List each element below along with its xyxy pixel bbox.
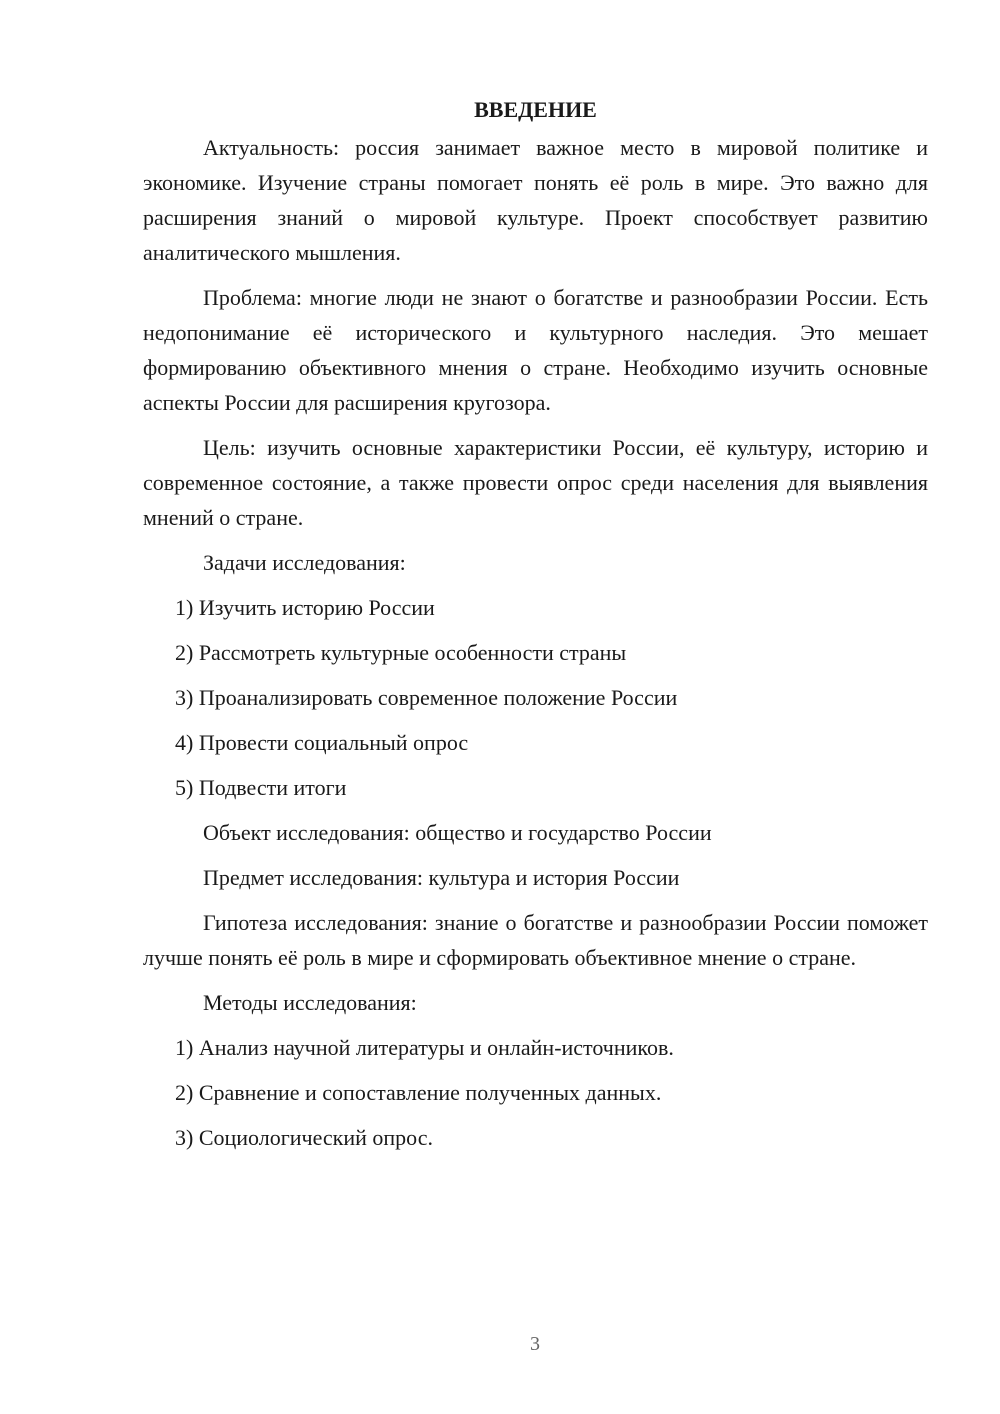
tasks-list <box>143 590 928 805</box>
methods-list <box>143 1030 928 1155</box>
research-subject: Предмет исследования: культура и история России <box>203 865 680 890</box>
method-item: 1) Анализ научной литературы и онлайн-источников. <box>175 1035 674 1060</box>
page-number: 3 <box>530 1333 540 1355</box>
section-title: ВВЕДЕНИЕ <box>474 97 597 122</box>
method-item: 3) Социологический опрос. <box>175 1125 433 1150</box>
document-page <box>143 92 928 1165</box>
hypothesis-paragraph: Гипотеза исследования: знание о богатстве и разнообразии России поможет лучше понять её роль в мире и сформировать объективное мнение о стране. <box>143 910 928 970</box>
task-item: 5) Подвести итоги <box>175 775 347 800</box>
problem-paragraph: Проблема: многие люди не знают о богатстве и разнообразии России. Есть недопонимание её исторического и культурного наследия. Это мешает формированию объективного мнения о стране. Необходимо изучить основные аспекты России для расширения кругозора. <box>143 285 928 415</box>
research-object: Объект исследования: общество и государство России <box>203 820 712 845</box>
methods-heading: Методы исследования: <box>203 990 417 1015</box>
task-item: 1) Изучить историю России <box>175 595 435 620</box>
task-item: 2) Рассмотреть культурные особенности страны <box>175 640 627 665</box>
method-item: 2) Сравнение и сопоставление полученных данных. <box>175 1080 662 1105</box>
goal-paragraph: Цель: изучить основные характеристики России, её культуру, историю и современное состояние, а также провести опрос среди населения для выявления мнений о стране. <box>143 435 928 530</box>
task-item: 3) Проанализировать современное положение России <box>175 685 678 710</box>
task-item: 4) Провести социальный опрос <box>175 730 469 755</box>
relevance-paragraph: Актуальность: россия занимает важное место в мировой политике и экономике. Изучение страны помогает понять её роль в мире. Это важно для расширения знаний о мировой культуре. Проект способствует развитию аналитического мышления. <box>143 135 928 265</box>
tasks-heading: Задачи исследования: <box>203 550 406 575</box>
